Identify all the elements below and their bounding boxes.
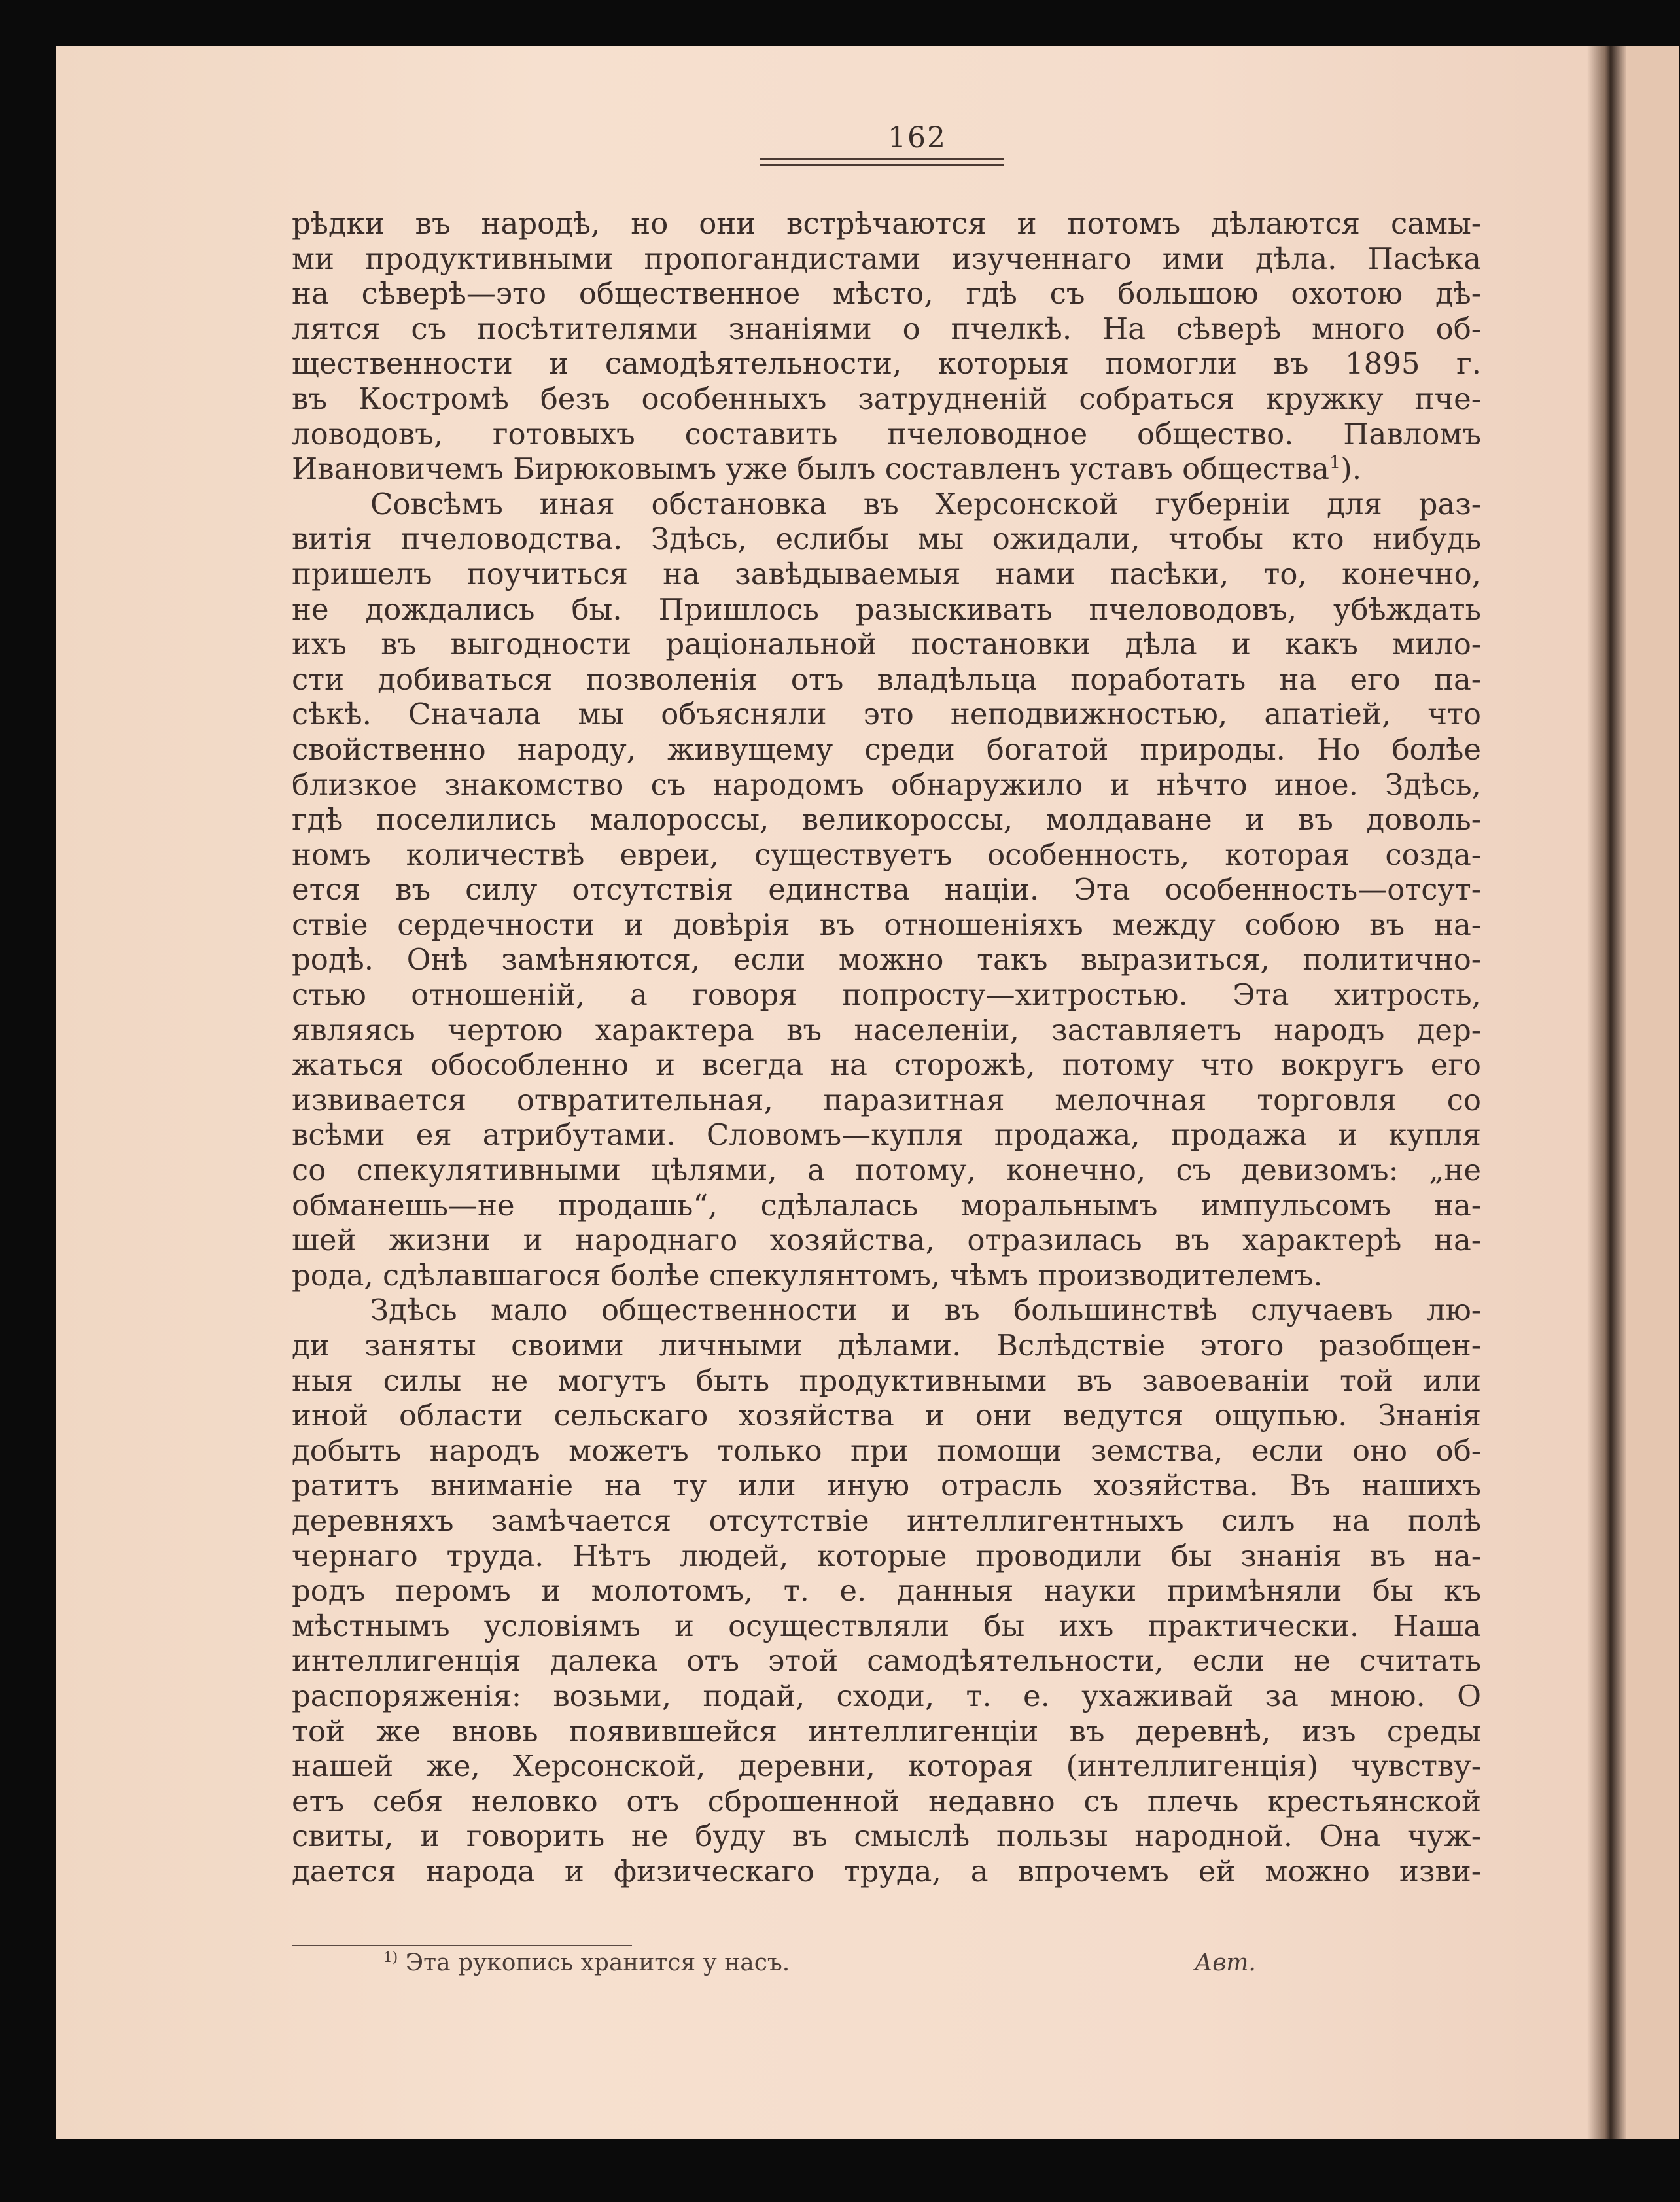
text-line	[292, 1047, 1481, 1083]
line-text: Совсѣмъ иная обстановка въ Херсонской губерніи для раз-	[370, 486, 1481, 521]
body-text	[292, 206, 1481, 1889]
text-line	[292, 487, 1481, 522]
text-line	[292, 276, 1481, 311]
text-line	[292, 1468, 1481, 1503]
line-text: етъ себя неловко отъ сброшенной недавно съ плечь крестьянской	[292, 1783, 1481, 1819]
text-line	[292, 417, 1481, 452]
line-text: пришелъ поучиться на завѣдываемыя нами пасѣки, то, конечно,	[292, 556, 1481, 591]
text-line	[292, 311, 1481, 347]
text-line	[292, 1749, 1481, 1784]
page-number: 162	[888, 121, 947, 154]
text-line	[292, 1503, 1481, 1539]
line-text: той же вновь появившейся интеллигенціи въ деревнѣ, изъ среды	[292, 1713, 1481, 1749]
text-line	[292, 907, 1481, 943]
text-line	[292, 206, 1481, 241]
line-text: не дождались бы. Пришлось разыскивать пчеловодовъ, убѣждать	[292, 591, 1481, 627]
line-text: ди заняты своими личными дѣлами. Вслѣдствіе этого разобщен-	[292, 1328, 1481, 1363]
line-text: нашей же, Херсонской, деревни, которая (интеллигенція) чувству-	[292, 1749, 1481, 1784]
line-text: извивается отвратительная, паразитная мелочная торговля со	[292, 1082, 1481, 1117]
line-text: сѣкѣ. Сначала мы объясняли это неподвижностью, апатіей, что	[292, 697, 1481, 732]
text-line	[292, 872, 1481, 907]
line-text: распоряженія: возьми, подай, сходи, т. е. ухаживай за мною. О	[292, 1678, 1481, 1713]
text-line	[292, 1153, 1481, 1188]
text-line	[292, 1398, 1481, 1433]
text-line	[292, 1784, 1481, 1819]
line-text: Здѣсь мало общественности и въ большинствѣ случаевъ лю-	[370, 1293, 1481, 1328]
line-text: номъ количествѣ евреи, существуетъ особенность, которая созда-	[292, 837, 1481, 872]
line-text: ныя силы не могутъ быть продуктивными въ завоеваніи той или	[292, 1363, 1481, 1398]
text-line	[292, 1679, 1481, 1714]
line-text: Ивановичемъ Бирюковымъ уже былъ составленъ уставъ общества	[292, 451, 1330, 487]
line-text: рѣдки въ народѣ, но они встрѣчаются и потомъ дѣлаются самы-	[292, 206, 1481, 241]
text-line	[292, 627, 1481, 662]
text-line	[292, 1854, 1481, 1889]
header-rule	[760, 158, 1004, 160]
text-line	[292, 451, 1481, 487]
book-gutter	[1587, 46, 1626, 2139]
line-text: шей жизни и народнаго хозяйства, отразилась въ характерѣ на-	[292, 1223, 1481, 1258]
line-tail: ).	[1340, 451, 1362, 487]
text-line	[292, 1433, 1481, 1469]
line-text: гдѣ поселились малороссы, великороссы, молдаване и въ доволь-	[292, 802, 1481, 837]
line-text: всѣми ея атрибутами. Словомъ—купля продажа, продажа и купля	[292, 1117, 1481, 1153]
line-text: родъ перомъ и молотомъ, т. е. данныя науки примѣняли бы къ	[292, 1573, 1481, 1609]
text-line	[292, 1573, 1481, 1609]
text-line	[292, 1819, 1481, 1854]
text-line	[292, 1643, 1481, 1679]
line-text: свиты, и говорить не буду въ смыслѣ пользы народной. Она чуж-	[292, 1819, 1481, 1854]
text-line	[292, 837, 1481, 873]
line-text: родѣ. Онѣ замѣняются, если можно такъ выразиться, политично-	[292, 942, 1481, 977]
footnote-author: Авт.	[1195, 1949, 1256, 1976]
line-text: ется въ силу отсутствія единства націи. Эта особенность—отсут-	[292, 872, 1481, 907]
line-text: рода, сдѣлавшагося болѣе спекулянтомъ, чѣмъ производителемъ.	[292, 1257, 1323, 1293]
text-line	[292, 977, 1481, 1013]
header-rule	[760, 164, 1004, 166]
line-text: ихъ въ выгодности раціональной постановки дѣла и какъ мило-	[292, 627, 1481, 662]
text-line	[292, 1363, 1481, 1399]
line-text: дается народа и физическаго труда, а впрочемъ ей можно изви-	[292, 1853, 1481, 1889]
text-line	[292, 1714, 1481, 1749]
text-line	[292, 592, 1481, 627]
text-line	[292, 1188, 1481, 1223]
text-line	[292, 1539, 1481, 1574]
text-line	[292, 662, 1481, 697]
text-line	[292, 802, 1481, 837]
line-text: добыть народъ можетъ только при помощи земства, если оно об-	[292, 1433, 1481, 1468]
line-text: ловодовъ, готовыхъ составить пчеловодное общество. Павломъ	[292, 416, 1481, 451]
line-text: мѣстнымъ условіямъ и осуществляли бы ихъ практически. Наша	[292, 1608, 1481, 1643]
text-line	[292, 732, 1481, 767]
text-line	[292, 1223, 1481, 1258]
text-line	[292, 381, 1481, 417]
line-text: витія пчеловодства. Здѣсь, еслибы мы ожидали, чтобы кто нибудь	[292, 521, 1481, 557]
line-text: деревняхъ замѣчается отсутствіе интеллигентныхъ силъ на полѣ	[292, 1503, 1481, 1538]
line-text: на сѣверѣ—это общественное мѣсто, гдѣ съ большою охотою дѣ-	[292, 276, 1481, 311]
text-line	[292, 1013, 1481, 1048]
line-text: являясь чертою характера въ населеніи, заставляетъ народъ дер-	[292, 1012, 1481, 1047]
footnote-marker: 1)	[383, 1949, 398, 1966]
book-page	[56, 46, 1679, 2139]
line-text: щественности и самодѣятельности, которыя помогли въ 1895 г.	[292, 346, 1481, 381]
line-text: ратитъ вниманіе на ту или иную отрасль хозяйства. Въ нашихъ	[292, 1468, 1481, 1503]
text-line	[292, 557, 1481, 592]
line-text: свойственно народу, живущему среди богатой природы. Но болѣе	[292, 731, 1481, 767]
text-line	[292, 942, 1481, 977]
footnote-rule	[292, 1945, 632, 1946]
line-text: жаться обособленно и всегда на сторожѣ, потому что вокругъ его	[292, 1047, 1481, 1083]
text-line	[292, 767, 1481, 803]
text-line	[292, 521, 1481, 557]
line-text: чернаго труда. Нѣтъ людей, которые проводили бы знанія въ на-	[292, 1538, 1481, 1573]
footnote-text: Эта рукопись хранится у насъ.	[405, 1949, 790, 1976]
text-line	[292, 1293, 1481, 1328]
text-line	[292, 241, 1481, 277]
footnote-reference: 1	[1329, 453, 1341, 474]
line-text: со спекулятивными цѣлями, а потому, конечно, съ девизомъ: „не	[292, 1153, 1481, 1188]
line-text: ми продуктивными пропогандистами изученнаго ими дѣла. Пасѣка	[292, 241, 1481, 276]
line-text: интеллигенція далека отъ этой самодѣятельности, если не считать	[292, 1643, 1481, 1679]
text-line	[292, 1328, 1481, 1363]
facing-page-edge	[1626, 46, 1679, 2139]
line-text: близкое знакомство съ народомъ обнаружило и нѣчто иное. Здѣсь,	[292, 767, 1481, 802]
line-text: ствіе сердечности и довѣрія въ отношеніяхъ между собою въ на-	[292, 907, 1481, 942]
line-text: иной области сельскаго хозяйства и они ведутся ощупью. Знанія	[292, 1398, 1481, 1433]
line-text: въ Костромѣ безъ особенныхъ затрудненій собраться кружку пче-	[292, 381, 1481, 416]
text-line	[292, 1609, 1481, 1644]
footnote	[383, 1949, 1256, 1976]
text-line	[292, 346, 1481, 381]
line-text: сти добиваться позволенія отъ владѣльца поработать на его па-	[292, 661, 1481, 697]
text-line	[292, 697, 1481, 732]
line-text: обманешь—не продашь“, сдѣлалась моральнымъ импульсомъ на-	[292, 1187, 1481, 1223]
text-line	[292, 1258, 1481, 1293]
text-line	[292, 1083, 1481, 1118]
text-line	[292, 1117, 1481, 1153]
line-text: лятся съ посѣтителями знаніями о пчелкѣ. На сѣверѣ много об-	[292, 311, 1481, 346]
line-text: стью отношеній, а говоря попросту—хитростью. Эта хитрость,	[292, 977, 1481, 1013]
